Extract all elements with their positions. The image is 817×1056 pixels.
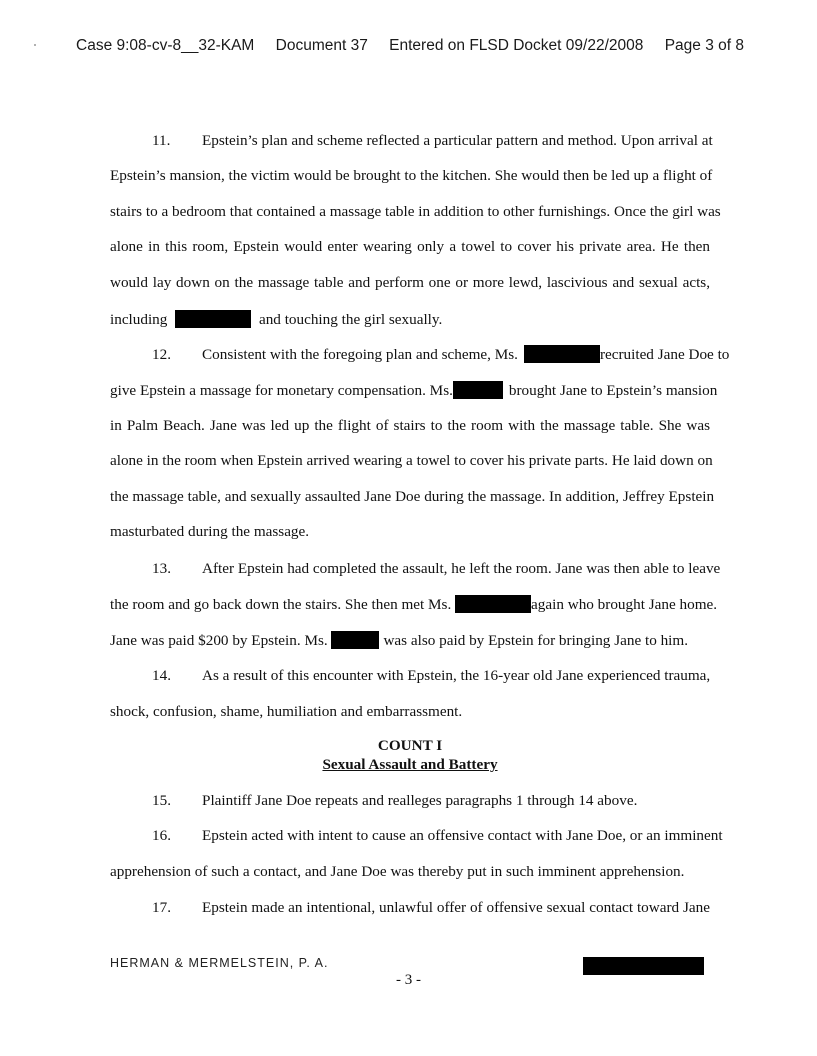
document-body xyxy=(110,0,730,1056)
paragraph-number: 16. xyxy=(152,827,171,844)
scan-speck xyxy=(34,44,36,46)
paragraph-15-line xyxy=(110,792,710,810)
count-subtitle: Sexual Assault and Battery xyxy=(322,756,498,773)
paragraph-11-line: would lay down on the massage table and perform one or more lewd, lascivious and sexual acts, xyxy=(110,274,710,291)
paragraph-number: 13. xyxy=(152,560,171,577)
count-title: COUNT I xyxy=(377,737,443,754)
text-fragment: again who brought Jane home. xyxy=(531,596,718,613)
text-fragment: brought Jane to Epstein’s mansion xyxy=(508,382,718,399)
text-fragment: the room and go back down the stairs. She then met Ms. xyxy=(110,596,452,613)
paragraph-text: After Epstein had completed the assault, he left the room. Jane was then able to leave xyxy=(202,560,721,577)
paragraph-11-line: Epstein’s mansion, the victim would be brought to the kitchen. She would then be led up a flight of xyxy=(110,167,713,184)
paragraph-12-line: the massage table, and sexually assaulted Jane Doe during the massage. In addition, Jeffrey Epstein xyxy=(110,488,715,505)
page-number: - 3 - xyxy=(396,972,421,988)
paragraph-text: Epstein made an intentional, unlawful offer of offensive sexual contact toward Jane xyxy=(202,899,710,916)
law-firm-footer: HERMAN & MERMELSTEIN, P. A. xyxy=(110,956,329,970)
paragraph-12-line: alone in the room when Epstein arrived wearing a towel to cover his private parts. He laid down on xyxy=(110,452,713,469)
paragraph-14-line: shock, confusion, shame, humiliation and embarrassment. xyxy=(110,703,463,720)
paragraph-12-line xyxy=(110,345,730,364)
text-fragment: Consistent with the foregoing plan and scheme, Ms. xyxy=(202,346,518,363)
paragraph-11-last-line xyxy=(110,310,710,329)
page-of-pages: Page 3 of 8 xyxy=(664,37,744,54)
paragraph-number: 12. xyxy=(152,346,171,363)
redaction-box xyxy=(524,345,600,363)
paragraph-12-line: in Palm Beach. Jane was led up the flight of stairs to the room with the massage table. She was xyxy=(110,417,710,434)
text-fragment: Jane was paid $200 by Epstein. Ms. xyxy=(110,632,328,649)
text-fragment: give Epstein a massage for monetary compensation. Ms. xyxy=(110,382,453,399)
paragraph-number: 17. xyxy=(152,899,171,916)
paragraph-11-line xyxy=(110,132,713,150)
paragraph-12-line xyxy=(110,381,718,400)
redaction-box xyxy=(175,310,251,328)
paragraph-text: As a result of this encounter with Epstein, the 16-year old Jane experienced trauma, xyxy=(202,667,711,684)
docket-entry: Entered on FLSD Docket 09/22/2008 xyxy=(389,37,644,54)
case-number: Case 9:08-cv-8__32-KAM xyxy=(76,37,255,54)
paragraph-number: 14. xyxy=(152,667,171,684)
footer-redaction-box xyxy=(583,957,704,975)
paragraph-11-line: alone in this room, Epstein would enter wearing only a towel to cover his private area. He then xyxy=(110,238,710,255)
paragraph-13-line xyxy=(110,631,710,650)
text-fragment: recruited Jane Doe to xyxy=(599,346,730,363)
paragraph-16-line: apprehension of such a contact, and Jane Doe was thereby put in such imminent apprehension. xyxy=(110,863,685,880)
document-number: Document 37 xyxy=(275,37,368,54)
paragraph-12-last-line: masturbated during the massage. xyxy=(110,523,310,540)
paragraph-number: 15. xyxy=(152,792,171,809)
paragraph-text: Epstein’s plan and scheme reflected a particular pattern and method. Upon arrival at xyxy=(202,132,713,149)
text-fragment: and touching the girl sexually. xyxy=(258,311,443,328)
paragraph-11-line: stairs to a bedroom that contained a massage table in addition to other furnishings. Once the girl was xyxy=(110,203,721,220)
paragraph-14-line xyxy=(110,667,710,685)
text-fragment: including xyxy=(110,311,168,328)
paragraph-number: 11. xyxy=(152,132,171,149)
paragraph-text: Plaintiff Jane Doe repeats and realleges paragraphs 1 through 14 above. xyxy=(202,792,638,809)
paragraph-13-line xyxy=(110,595,718,614)
paragraph-13-line xyxy=(110,560,721,578)
redaction-box xyxy=(455,595,531,613)
paragraph-16-line xyxy=(110,827,723,845)
paragraph-17-line xyxy=(110,899,710,917)
paragraph-text: Epstein acted with intent to cause an offensive contact with Jane Doe, or an imminent xyxy=(202,827,723,844)
redaction-box xyxy=(453,381,503,399)
text-fragment: was also paid by Epstein for bringing Jane to him. xyxy=(383,632,689,649)
redaction-box xyxy=(331,631,379,649)
